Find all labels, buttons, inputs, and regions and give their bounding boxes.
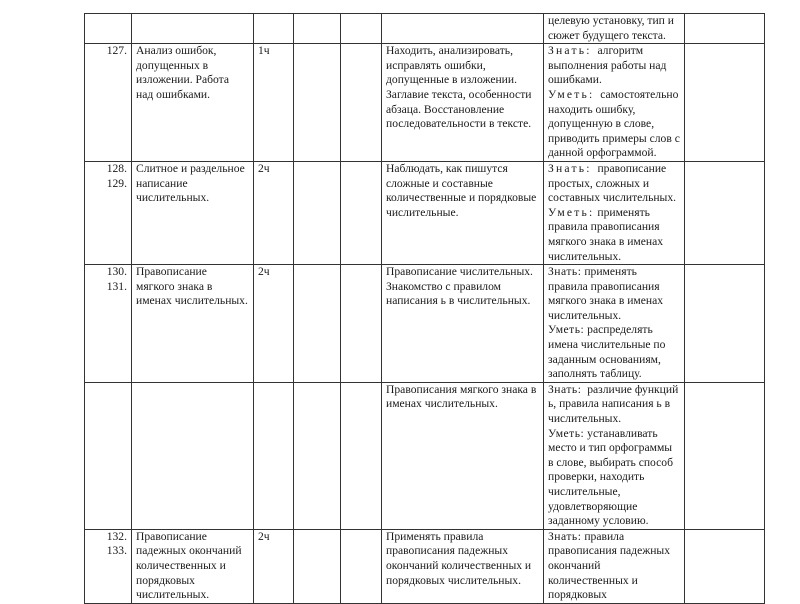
date-fact-cell [341, 265, 382, 383]
can-label: Уметь: [548, 323, 585, 337]
date-plan-cell [294, 265, 341, 383]
requirements-can [548, 323, 680, 338]
requirements-line: числительных. [548, 308, 622, 322]
topic-line: Слитное и раздельное [136, 161, 245, 175]
requirements-line: числительных. [548, 412, 622, 426]
requirements-cell [544, 382, 685, 529]
requirements-line: простых, сложных и [548, 176, 650, 190]
content-cell [382, 529, 544, 603]
requirements-line: ь, правила написания ь в [548, 397, 671, 411]
topic-line: изложении. Работа [136, 73, 229, 87]
date-plan-cell [294, 14, 341, 44]
can-label: Уметь: [548, 426, 585, 440]
content-line: допущенные в изложении. [386, 73, 517, 87]
hours-value: 2ч [258, 161, 270, 175]
date-plan-cell [294, 44, 341, 162]
requirements-line: имена числительные по [548, 338, 666, 352]
content-line: Заглавие текста, особенности [386, 87, 532, 101]
lesson-number-cell [85, 382, 132, 529]
topic-line: падежных окончаний [136, 544, 242, 558]
hours-cell [254, 382, 294, 529]
know-label: Знать: [548, 382, 582, 396]
requirements-cell [544, 529, 685, 603]
hours-cell [254, 44, 294, 162]
table-row [85, 382, 765, 529]
know-label: Знать: [548, 44, 592, 58]
requirements-line: сюжет будущего текста. [548, 28, 666, 42]
requirements-cell [544, 161, 685, 264]
hours-cell [254, 161, 294, 264]
requirements-line: находить ошибку, [548, 102, 636, 116]
date-plan-cell [294, 382, 341, 529]
content-line: числительные. [386, 205, 459, 219]
content-cell [382, 265, 544, 383]
requirements-line: количественных и [548, 573, 638, 587]
topic-line: числительных. [136, 588, 210, 602]
requirements-line: порядковых [548, 588, 607, 602]
know-label: Знать: [548, 529, 582, 543]
lesson-plan-table [84, 13, 765, 604]
know-label: Знать: [548, 161, 592, 175]
note-cell [685, 265, 765, 383]
date-plan-cell [294, 529, 341, 603]
lesson-number-cell [85, 161, 132, 264]
requirements-line: допущенную в слове, [548, 117, 655, 131]
requirements-can [548, 206, 680, 221]
lesson-number-cell [85, 529, 132, 603]
requirements-know [548, 162, 680, 177]
note-cell [685, 161, 765, 264]
know-label: Знать: [548, 265, 582, 279]
requirements-line: заполнять таблицу. [548, 367, 642, 381]
table-row [85, 529, 765, 603]
requirements-know [548, 265, 680, 280]
requirements-line: целевую установку, тип и [548, 14, 674, 27]
table-row [85, 14, 765, 44]
lesson-number-cell [85, 44, 132, 162]
date-fact-cell [341, 161, 382, 264]
requirements-line: в слове, выбирать способ [548, 455, 673, 469]
content-line: Правописания мягкого знака в [386, 382, 537, 396]
table-body [85, 14, 765, 604]
requirements-cell [544, 44, 685, 162]
topic-line: порядковых [136, 573, 195, 587]
lesson-number: 131. [106, 279, 127, 293]
content-line: сложные и составные [386, 176, 493, 190]
topic-line: написание [136, 176, 188, 190]
content-line: именах числительных. [386, 397, 498, 411]
requirements-line: мягкого знака в именах [548, 294, 664, 308]
requirements-line: данной орфограммой. [548, 146, 657, 160]
requirements-line: числительных. [548, 249, 622, 263]
lesson-number-cell [85, 265, 132, 383]
requirements-line: правила правописания [548, 220, 660, 234]
topic-line: Правописание [136, 265, 207, 279]
date-plan-cell [294, 161, 341, 264]
requirements-line: удовлетворяющие [548, 499, 638, 513]
requirements-know [548, 44, 680, 59]
note-cell [685, 529, 765, 603]
content-line: порядковых числительных. [386, 573, 521, 587]
table-row [85, 161, 765, 264]
know-text: алгоритм [597, 44, 644, 58]
requirements-line: окончаний [548, 558, 601, 572]
content-line: написания ь в числительных. [386, 294, 531, 308]
content-line: количественные и порядковые [386, 191, 537, 205]
requirements-line: правила правописания [548, 279, 660, 293]
requirements-know [548, 530, 680, 545]
requirements-line: заданным основаниям, [548, 352, 661, 366]
content-line: последовательности в тексте. [386, 117, 532, 131]
know-text: различие функций [587, 382, 679, 396]
hours-value: 1ч [258, 44, 270, 58]
content-line: правописания падежных [386, 544, 509, 558]
hours-value: 2ч [258, 265, 270, 279]
can-text: применять [597, 205, 650, 219]
requirements-can [548, 88, 680, 103]
topic-line: мягкого знака в [136, 279, 213, 293]
note-cell [685, 44, 765, 162]
lesson-number: 133. [106, 544, 127, 558]
requirements-line: правописания падежных [548, 544, 671, 558]
hours-value: 2ч [258, 529, 270, 543]
content-line: Знакомство с правилом [386, 279, 501, 293]
lesson-number: 129. [106, 176, 127, 190]
can-text: самостоятельно [600, 87, 679, 101]
content-line: Наблюдать, как пишутся [386, 161, 508, 175]
hours-cell [254, 529, 294, 603]
requirements-know [548, 383, 680, 398]
table-row [85, 44, 765, 162]
topic-line: Правописание [136, 529, 207, 543]
requirements-line: приводить примеры слов с [548, 131, 680, 145]
content-line: окончаний количественных и [386, 558, 532, 572]
lesson-number: 132. [106, 529, 127, 543]
know-text: правила [584, 529, 625, 543]
know-text: применять [584, 265, 637, 279]
topic-line: допущенных в [136, 58, 209, 72]
requirements-line: составных числительных. [548, 191, 677, 205]
topic-line: над ошибками. [136, 87, 211, 101]
lesson-number-cell [85, 14, 132, 44]
hours-cell [254, 14, 294, 44]
content-cell [382, 382, 544, 529]
topic-cell [132, 382, 254, 529]
note-cell [685, 14, 765, 44]
requirements-cell [544, 14, 685, 44]
content-line: Применять правила [386, 529, 484, 543]
requirements-line: выполнения работы над [548, 58, 667, 72]
requirements-line: проверки, находить [548, 470, 645, 484]
requirements-line: заданному условию. [548, 514, 649, 528]
content-line: Находить, анализировать, [386, 44, 513, 58]
lesson-number: 127. [106, 44, 127, 58]
content-line: Правописание числительных. [386, 265, 533, 279]
requirements-line: мягкого знака в именах [548, 234, 664, 248]
date-fact-cell [341, 529, 382, 603]
date-fact-cell [341, 44, 382, 162]
can-text: устанавливать [587, 426, 658, 440]
know-text: правописание [597, 161, 667, 175]
topic-line: количественных и [136, 558, 226, 572]
requirements-line: место и тип орфограммы [548, 441, 673, 455]
topic-line: Анализ ошибок, [136, 44, 217, 58]
topic-line: числительных. [136, 191, 210, 205]
topic-cell [132, 265, 254, 383]
can-label: Уметь: [548, 205, 595, 219]
topic-cell [132, 529, 254, 603]
requirements-line: числительные, [548, 485, 621, 498]
topic-cell [132, 14, 254, 44]
requirements-cell [544, 265, 685, 383]
lesson-number: 130. [106, 265, 127, 279]
note-cell [685, 382, 765, 529]
content-line: абзаца. Восстановление [386, 102, 505, 116]
can-label: Уметь: [548, 87, 595, 101]
topic-cell [132, 44, 254, 162]
content-cell [382, 44, 544, 162]
table-row [85, 265, 765, 383]
content-cell [382, 161, 544, 264]
date-fact-cell [341, 14, 382, 44]
can-text: распределять [587, 323, 653, 337]
hours-cell [254, 265, 294, 383]
date-fact-cell [341, 382, 382, 529]
requirements-line: ошибками. [548, 73, 602, 87]
content-cell [382, 14, 544, 44]
topic-line: именах числительных. [136, 294, 248, 308]
topic-cell [132, 161, 254, 264]
lesson-number: 128. [106, 161, 127, 175]
content-line: исправлять ошибки, [386, 58, 486, 72]
requirements-can [548, 427, 680, 442]
